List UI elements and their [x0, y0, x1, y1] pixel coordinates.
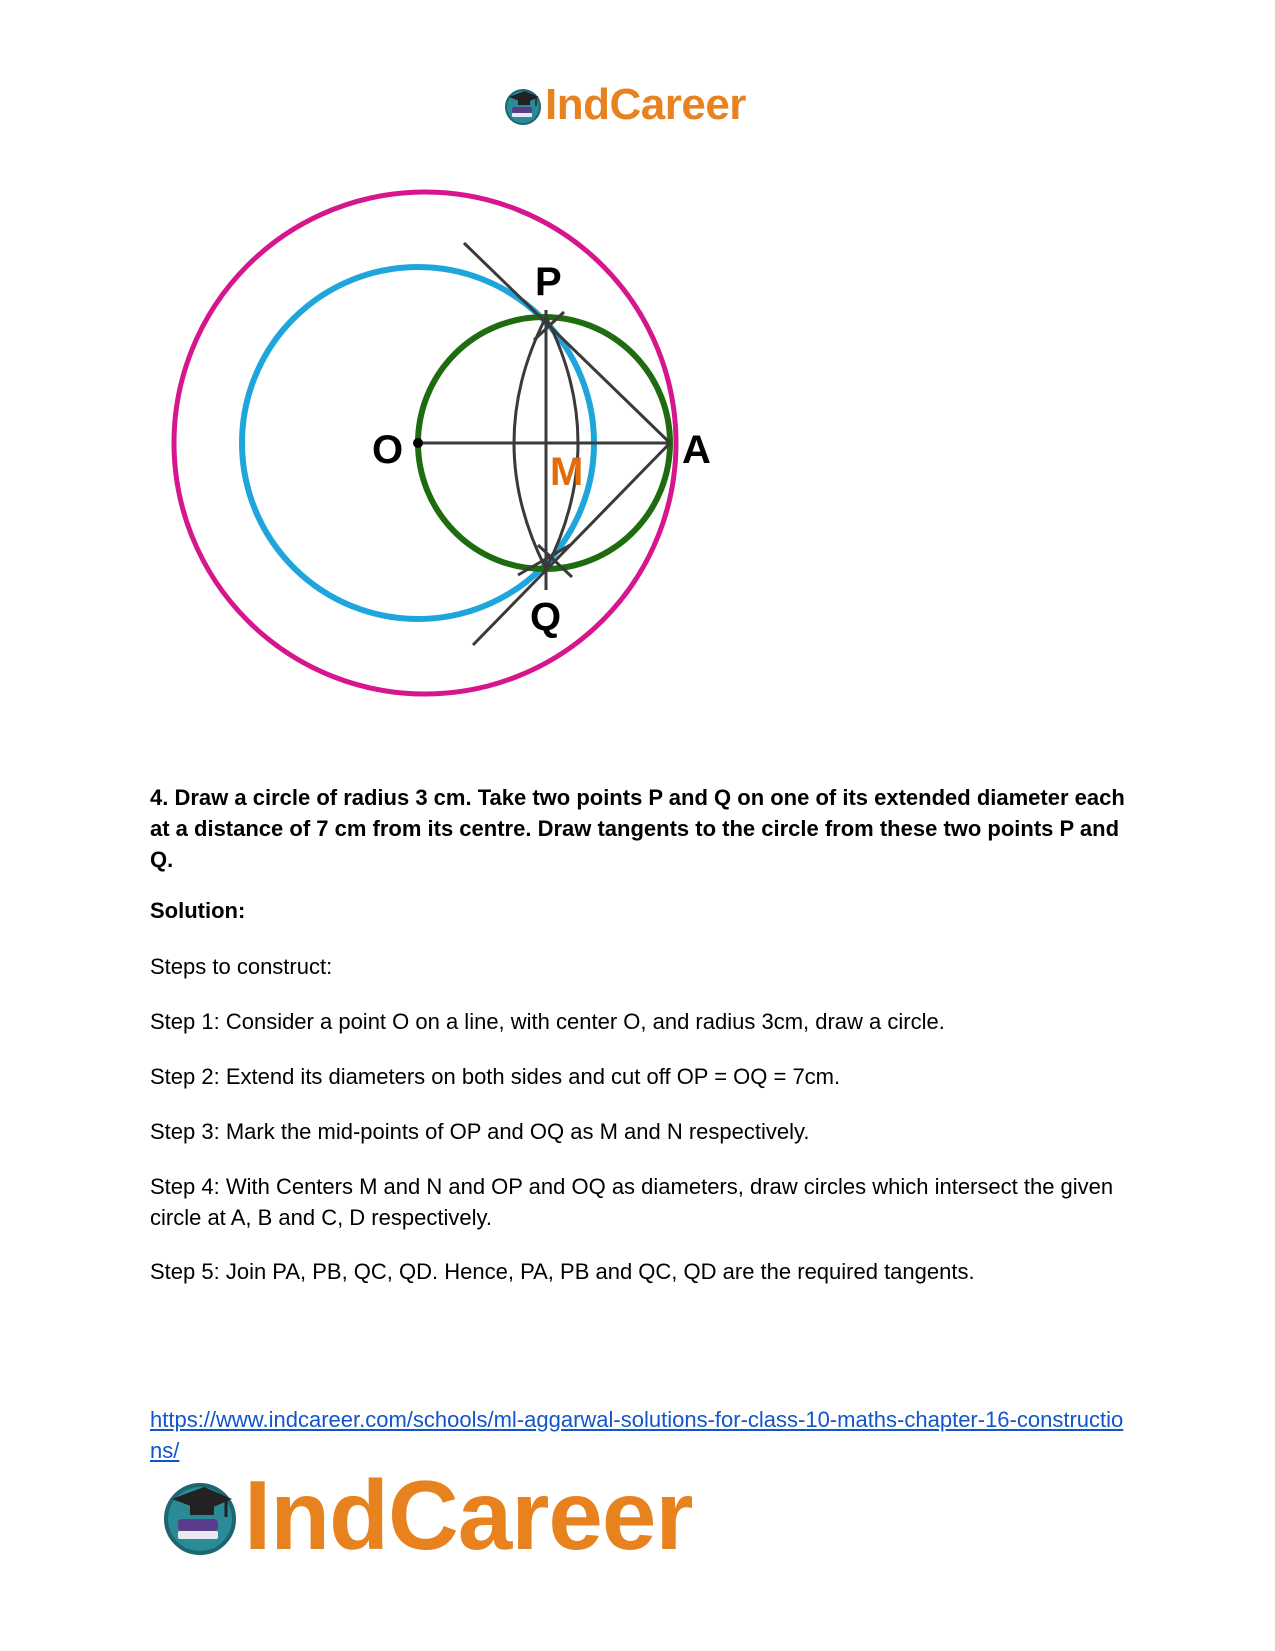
label-q: Q [530, 595, 562, 639]
label-p: P [535, 260, 562, 304]
step-5: Step 5: Join PA, PB, QC, QD. Hence, PA, PB and QC, QD are the required tangents. [150, 1259, 975, 1284]
source-link[interactable]: https://www.indcareer.com/schools/ml-aggarwal-solutions-for-class-10-maths-chapter-16-constructions/ [150, 1407, 1124, 1463]
step-2: Step 2: Extend its diameters on both sides and cut off OP = OQ = 7cm. [150, 1064, 841, 1089]
point-o [413, 438, 423, 448]
step-3: Step 3: Mark the mid-points of OP and OQ as M and N respectively. [150, 1119, 810, 1144]
footer-logo [160, 1460, 693, 1570]
logo-text: IndCareer [545, 80, 746, 129]
label-m: M [550, 450, 584, 494]
construction-figure [160, 185, 760, 715]
solution-label: Solution: [150, 898, 246, 923]
graduation-cap-globe-icon [503, 85, 543, 125]
logo-text: IndCareer [244, 1460, 693, 1570]
question-text: 4. Draw a circle of radius 3 cm. Take two points P and Q on one of its extended diameter each at a distance of 7 cm from its centre. Draw tangents to the circle from these two points P and Q. [150, 785, 1125, 872]
label-a: A [682, 428, 711, 472]
graduation-cap-globe-icon [160, 1475, 240, 1555]
step-4: Step 4: With Centers M and N and OP and OQ as diameters, draw circles which intersect the given circle at A, B and C, D respectively. [150, 1174, 1114, 1230]
step-1: Step 1: Consider a point O on a line, with center O, and radius 3cm, draw a circle. [150, 1009, 945, 1034]
tangent-pa [464, 243, 670, 443]
steps-intro: Steps to construct: [150, 954, 333, 979]
label-o: O [372, 428, 404, 472]
header-logo [503, 80, 746, 130]
